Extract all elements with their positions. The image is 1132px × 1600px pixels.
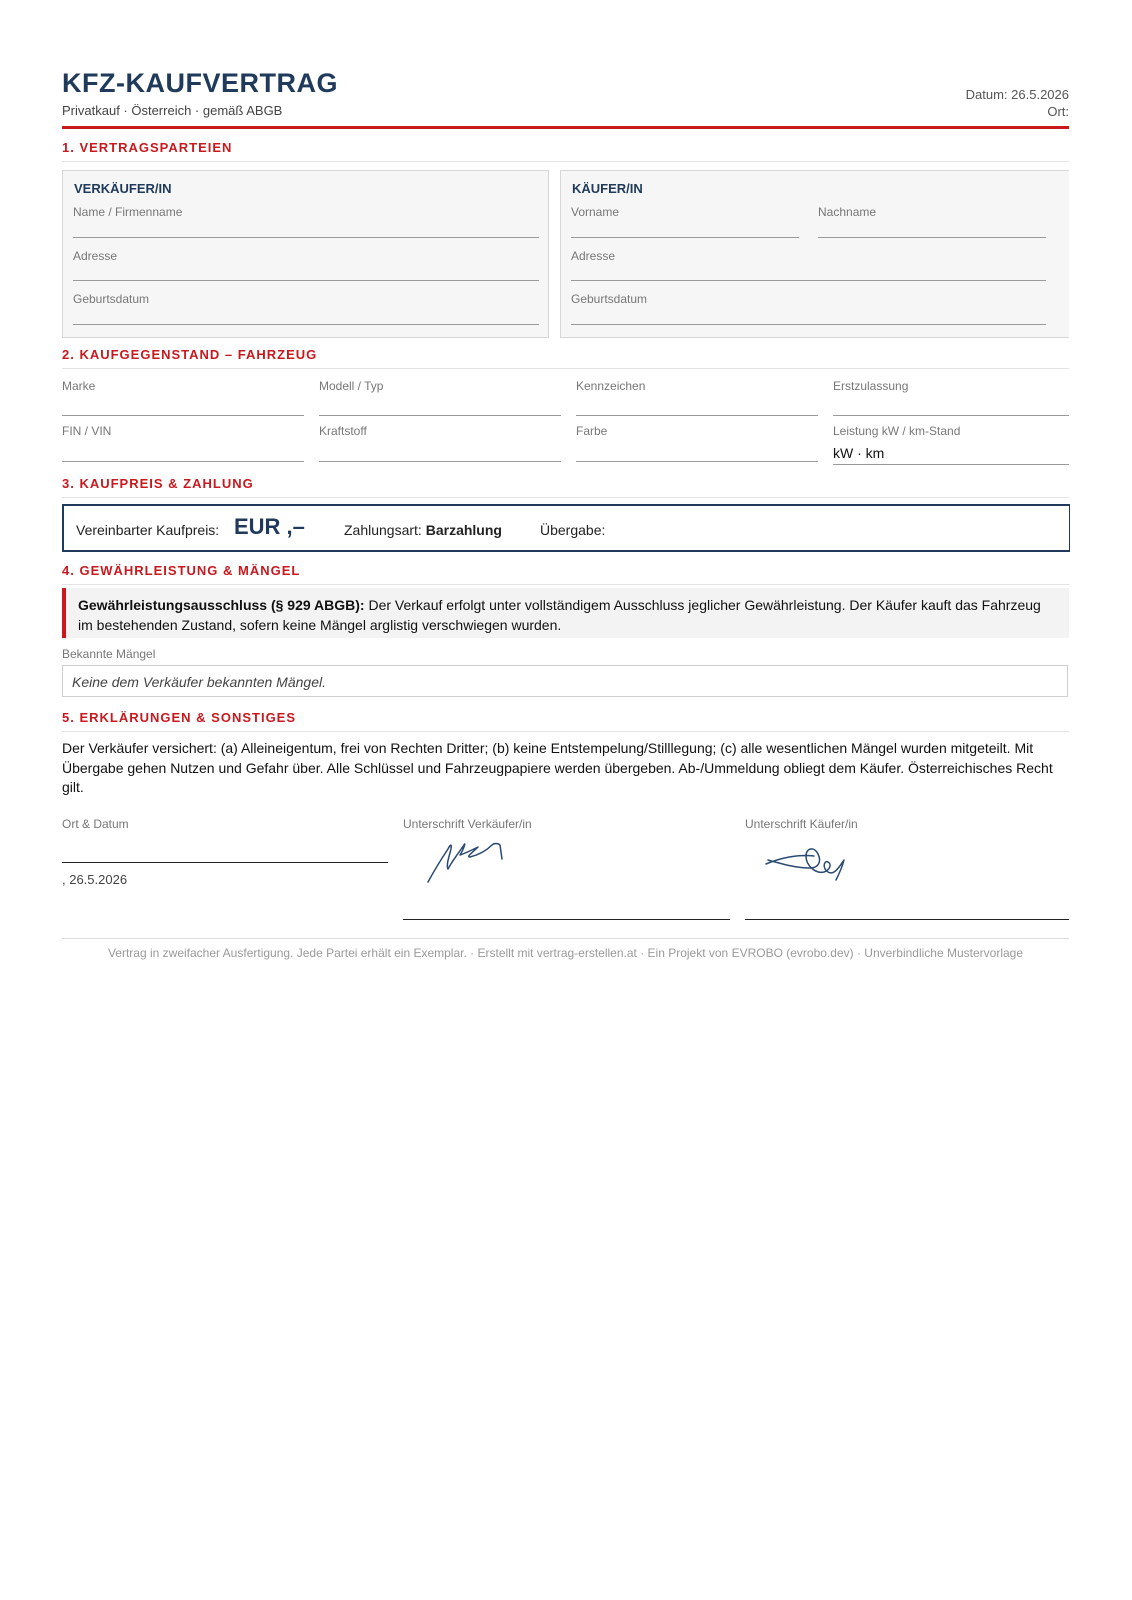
buyer-address-field[interactable]: [571, 280, 1046, 281]
fuel-field[interactable]: [319, 461, 561, 462]
seller-name-field[interactable]: [73, 237, 539, 238]
document-header: [62, 68, 1069, 130]
place-line: Ort:: [1047, 104, 1069, 119]
place-date-label: Ort & Datum: [62, 817, 129, 831]
seller-box: [62, 170, 549, 338]
seller-birthdate-field[interactable]: [73, 324, 539, 325]
power-mileage-field[interactable]: [833, 464, 1069, 465]
page-title: KFZ-KAUFVERTRAG: [62, 68, 338, 98]
first-registration-field[interactable]: [833, 415, 1069, 416]
model-field[interactable]: [319, 415, 561, 416]
payment-method: [344, 522, 502, 538]
seller-title: VERKÄUFER/IN: [74, 181, 172, 196]
buyer-signature-label: Unterschrift Käufer/in: [745, 817, 858, 831]
brand-field[interactable]: [62, 415, 304, 416]
vin-label: FIN / VIN: [62, 424, 112, 438]
declarations-text: Der Verkäufer versichert: (a) Alleineigentum, frei von Rechten Dritter; (b) keine Entstempelung/Stilllegung; (c) alle wesentlichen Mängel wurden mitgeteilt. Mit Übergabe gehen Nutzen und Gefahr über. Alle Schlüssel und Fahrzeugpapiere werden übergeben. Ab-/Ummeldung obliegt dem Käufer. Österreichisches Recht gilt.: [62, 740, 1053, 795]
footer-divider: [62, 938, 1069, 939]
buyer-lastname-label: Nachname: [818, 205, 877, 219]
seller-birthdate-label: Geburtsdatum: [73, 292, 150, 306]
price-value[interactable]: EUR ,–: [234, 514, 305, 539]
power-mileage-label: Leistung kW / km-Stand: [833, 424, 961, 438]
place-date-field[interactable]: [62, 862, 388, 863]
seller-signature-field[interactable]: [403, 919, 730, 920]
seller-signature-icon: [422, 835, 512, 887]
buyer-signature-icon: [762, 840, 862, 884]
power-mileage-value: kW · km: [833, 445, 885, 461]
date-line: Datum: 26.5.2026: [965, 87, 1069, 102]
payment-value: Barzahlung: [425, 522, 502, 538]
seller-name-label: Name / Firmenname: [73, 205, 183, 219]
handover-label: Übergabe:: [540, 522, 606, 538]
known-defects-value: Keine dem Verkäufer bekannten Mängel.: [72, 674, 326, 690]
warranty-exclusion-box: [62, 588, 1069, 638]
buyer-title: KÄUFER/IN: [572, 181, 643, 196]
payment-label: Zahlungsart:: [344, 522, 422, 538]
price-box: [62, 504, 1070, 552]
plate-label: Kennzeichen: [576, 379, 646, 393]
known-defects-label: Bekannte Mängel: [62, 647, 156, 661]
seller-signature-label: Unterschrift Verkäufer/in: [403, 817, 532, 831]
buyer-birthdate-label: Geburtsdatum: [571, 292, 648, 306]
header-divider: [62, 126, 1069, 129]
buyer-firstname-field[interactable]: [571, 237, 799, 238]
warranty-text: [78, 595, 1058, 635]
color-label: Farbe: [576, 424, 608, 438]
buyer-box: [560, 170, 1069, 338]
section-title-price: 3. KAUFPREIS & ZAHLUNG: [62, 476, 1069, 498]
first-registration-label: Erstzulassung: [833, 379, 909, 393]
warranty-bold: Gewährleistungsausschluss (§ 929 ABGB):: [78, 597, 365, 613]
date-place-block: [966, 86, 1069, 120]
buyer-signature-field[interactable]: [745, 919, 1069, 920]
seller-address-label: Adresse: [73, 249, 118, 263]
plate-field[interactable]: [576, 415, 818, 416]
color-field[interactable]: [576, 461, 818, 462]
page-subtitle: Privatkauf · Österreich · gemäß ABGB: [62, 103, 283, 118]
fuel-label: Kraftstoff: [319, 424, 367, 438]
vin-field[interactable]: [62, 461, 304, 462]
warranty-body: Der Verkauf erfolgt unter vollständigem Ausschluss jeglicher Gewährleistung. Der Käufer kauft das Fahrzeug im bestehenden Zustand, sofern keine Mängel arglistig verschwiegen wurden.: [78, 597, 1041, 633]
buyer-lastname-field[interactable]: [818, 237, 1046, 238]
brand-label: Marke: [62, 379, 96, 393]
place-date-value: , 26.5.2026: [62, 872, 128, 887]
footer-text: Vertrag in zweifacher Ausfertigung. Jede Partei erhält ein Exemplar. · Erstellt mit vertrag-erstellen.at · Ein Projekt von EVROBO (evrobo.dev) · Unverbindliche Mustervorlage: [107, 946, 1024, 960]
section-title-vehicle: 2. KAUFGEGENSTAND – FAHRZEUG: [62, 347, 1069, 369]
known-defects-field[interactable]: [62, 665, 1068, 697]
section-title-warranty: 4. GEWÄHRLEISTUNG & MÄNGEL: [62, 563, 1069, 585]
buyer-firstname-label: Vorname: [571, 205, 620, 219]
model-label: Modell / Typ: [319, 379, 384, 393]
section-title-parties: 1. VERTRAGSPARTEIEN: [62, 140, 1069, 162]
seller-address-field[interactable]: [73, 280, 539, 281]
section-title-declarations: 5. ERKLÄRUNGEN & SONSTIGES: [62, 710, 1069, 732]
buyer-address-label: Adresse: [571, 249, 616, 263]
buyer-birthdate-field[interactable]: [571, 324, 1046, 325]
price-label: Vereinbarter Kaufpreis:: [76, 522, 220, 538]
